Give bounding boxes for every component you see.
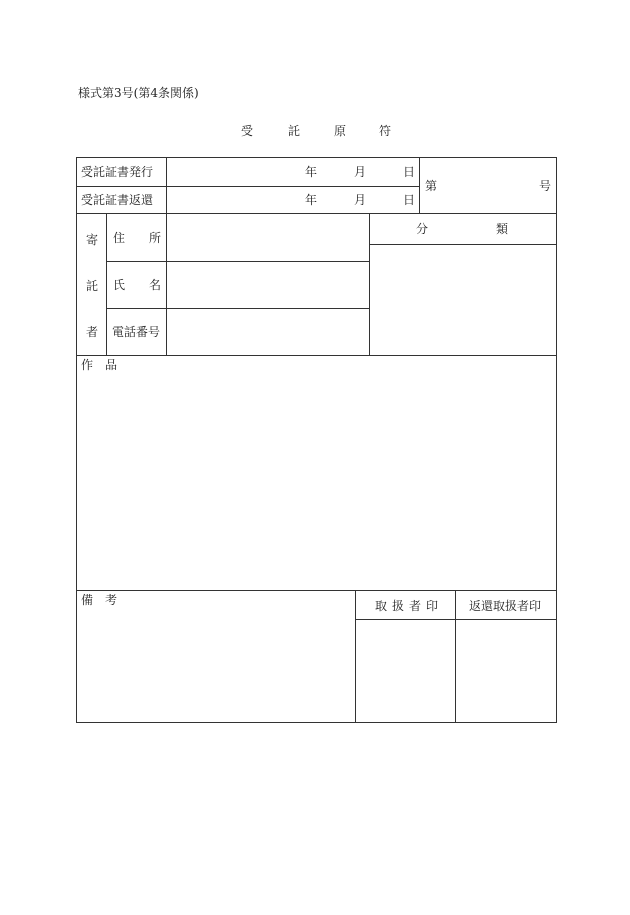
handler-seal-field[interactable]	[358, 622, 452, 719]
depositor-char: 者	[86, 325, 99, 339]
name-label-char: 氏	[113, 278, 126, 292]
depositor-char: 寄	[86, 233, 99, 247]
issue-day-label: 日	[403, 165, 416, 179]
return-month-label: 月	[354, 193, 367, 207]
number-prefix: 第	[425, 179, 438, 193]
handler-seal-char: 者	[409, 599, 422, 613]
works-char: 作	[81, 358, 94, 372]
title-char: 受	[241, 124, 254, 138]
name-label-char: 名	[149, 278, 162, 292]
depositor-char: 託	[86, 279, 99, 293]
form-number-label: 様式第3号(第4条関係)	[78, 86, 199, 100]
return-handler-seal-field[interactable]	[458, 622, 553, 719]
phone-field[interactable]	[170, 311, 366, 353]
classification-char: 類	[496, 222, 509, 236]
address-label-char: 住	[113, 231, 126, 245]
issue-year-label: 年	[305, 165, 318, 179]
title-char: 原	[334, 124, 347, 138]
number-suffix: 号	[539, 179, 552, 193]
classification-char: 分	[416, 222, 429, 236]
return-label: 受託証書返還	[81, 193, 154, 207]
issue-month-label: 月	[354, 165, 367, 179]
address-label-char: 所	[149, 231, 162, 245]
remarks-char: 備	[81, 593, 94, 607]
certificate-number-field[interactable]	[442, 162, 534, 210]
handler-seal-char: 取	[375, 599, 388, 613]
remarks-field[interactable]	[80, 609, 352, 719]
issue-date-field[interactable]	[170, 160, 300, 184]
handler-seal-char: 印	[426, 599, 439, 613]
works-field[interactable]	[80, 374, 553, 587]
phone-label: 電話番号	[112, 325, 161, 339]
title-char: 符	[379, 124, 392, 138]
return-day-label: 日	[403, 193, 416, 207]
remarks-char: 考	[105, 593, 118, 607]
address-field[interactable]	[170, 216, 366, 258]
works-char: 品	[105, 358, 118, 372]
return-date-field[interactable]	[170, 189, 300, 211]
title-char: 託	[288, 124, 301, 138]
issue-label: 受託証書発行	[81, 165, 154, 179]
handler-seal-char: 扱	[392, 599, 405, 613]
return-handler-seal-label: 返還取扱者印	[469, 599, 542, 613]
return-year-label: 年	[305, 193, 318, 207]
classification-field[interactable]	[373, 247, 553, 353]
name-field[interactable]	[170, 264, 366, 306]
